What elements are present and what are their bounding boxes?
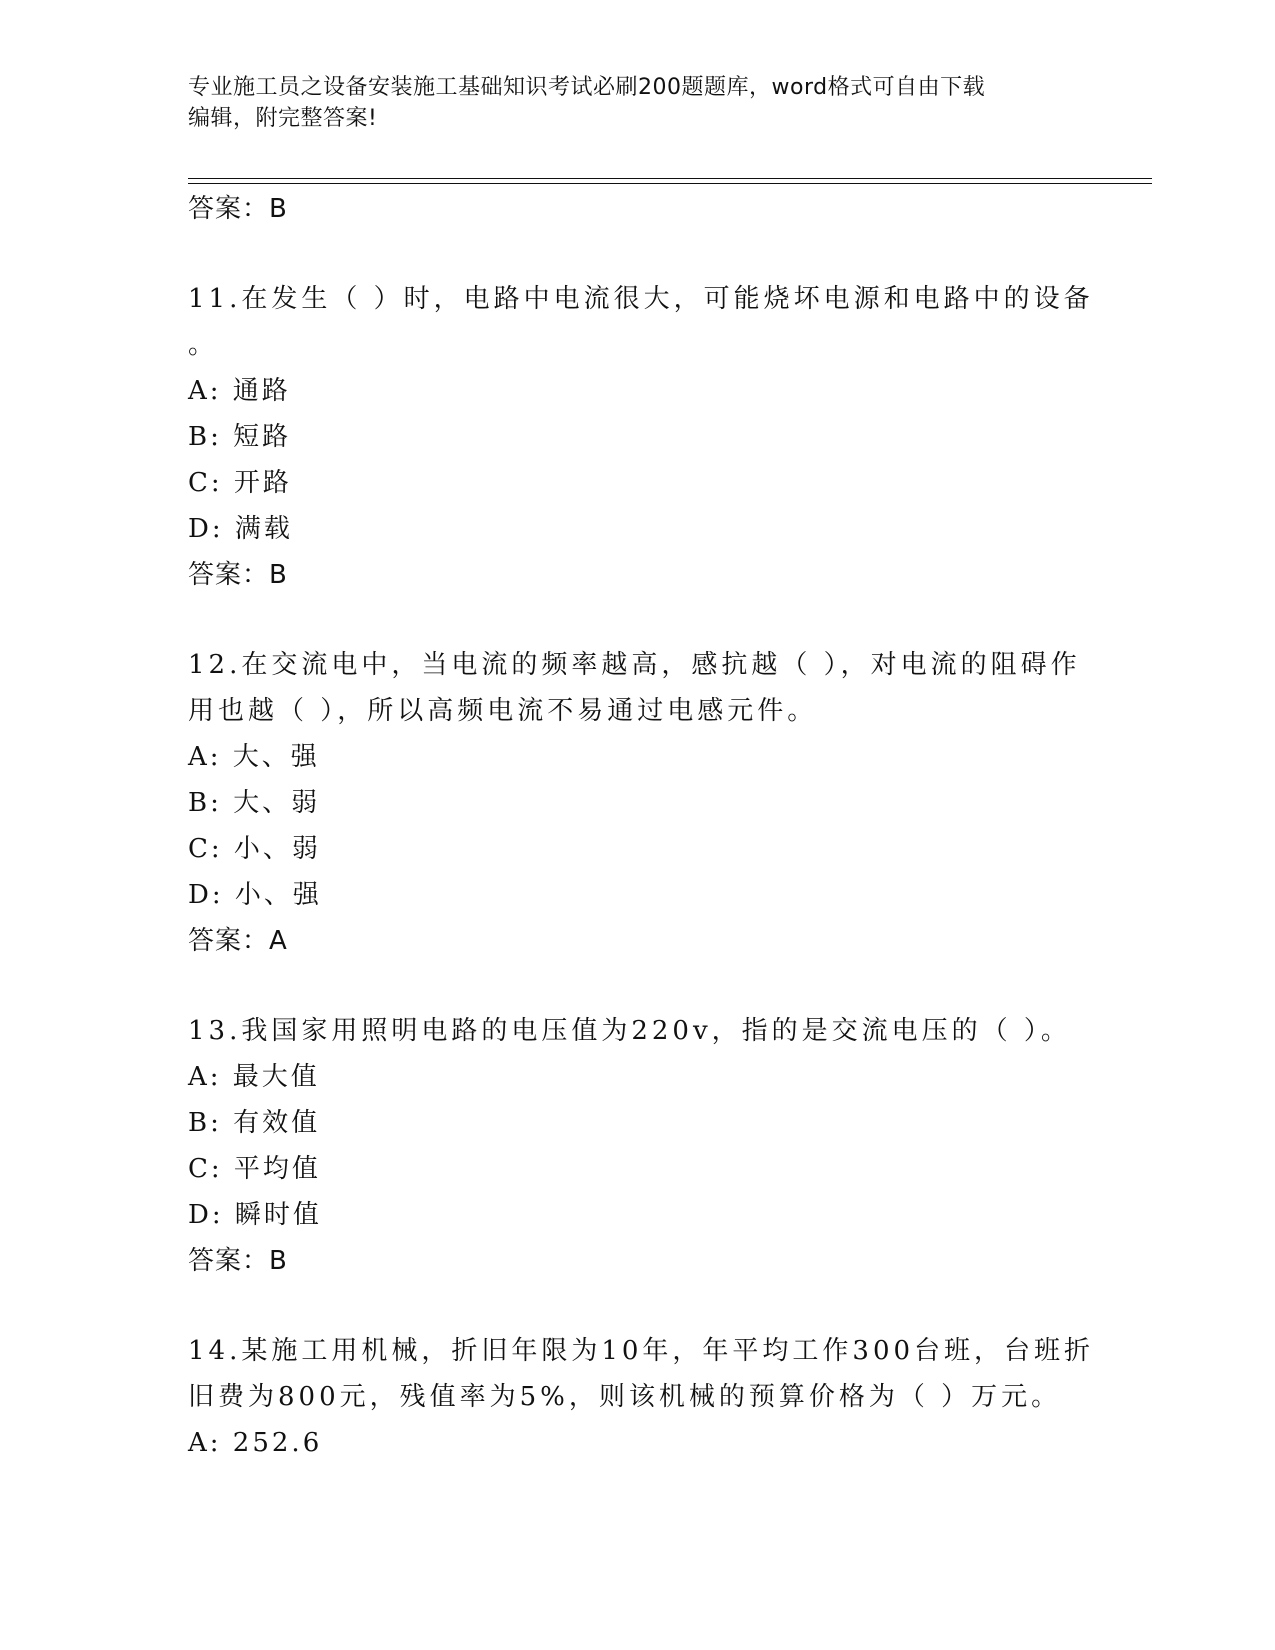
question-list (188, 186, 1095, 1466)
question-11 (188, 276, 1094, 598)
answer-line: 答案：B (188, 560, 288, 590)
option-a: A: 大、强 (188, 742, 320, 772)
question-text: 11.在发生（ ）时，电路中电流很大，可能烧坏电源和电路中的设备 (188, 284, 1094, 314)
page-header (188, 72, 1068, 134)
option-b: B: 短路 (188, 422, 292, 452)
question-text: 旧费为800元，残值率为5%，则该机械的预算价格为（ ）万元。 (188, 1382, 1062, 1412)
question-text: 13.我国家用照明电路的电压值为220v，指的是交流电压的（ ）。 (188, 1016, 1071, 1046)
answer-line: 答案：A (188, 926, 288, 956)
option-d: D: 瞬时值 (188, 1200, 322, 1230)
option-d: D: 满载 (188, 514, 293, 544)
header-line-2: 编辑，附完整答案! (188, 106, 378, 131)
answer-line: 答案：B (188, 194, 288, 224)
option-c: C: 平均值 (188, 1154, 321, 1184)
question-text: 12.在交流电中，当电流的频率越高，感抗越（ ），对电流的阻碍作 (188, 650, 1081, 680)
header-rule-top (188, 178, 1152, 179)
option-b: B: 有效值 (188, 1108, 321, 1138)
option-a: A: 通路 (188, 376, 291, 406)
question-14 (188, 1328, 1095, 1466)
header-line-1: 专业施工员之设备安装施工基础知识考试必刷200题题库，word格式可自由下载 (188, 75, 986, 100)
header-rule-bottom (188, 183, 1152, 184)
option-a: A: 252.6 (188, 1428, 323, 1458)
option-b: B: 大、弱 (188, 788, 321, 818)
question-text: 14.某施工用机械，折旧年限为10年，年平均工作300台班，台班折 (188, 1336, 1095, 1366)
option-c: C: 小、弱 (188, 834, 321, 864)
question-12 (188, 642, 1088, 964)
question-text: 。 (188, 330, 219, 360)
option-a: A: 最大值 (188, 1062, 320, 1092)
option-c: C: 开路 (188, 468, 292, 498)
question-text: 用也越（ ），所以高频电流不易通过电感元件。 (188, 696, 818, 726)
question-13 (188, 1008, 1088, 1284)
answer-line: 答案：B (188, 1246, 288, 1276)
option-d: D: 小、强 (188, 880, 322, 910)
